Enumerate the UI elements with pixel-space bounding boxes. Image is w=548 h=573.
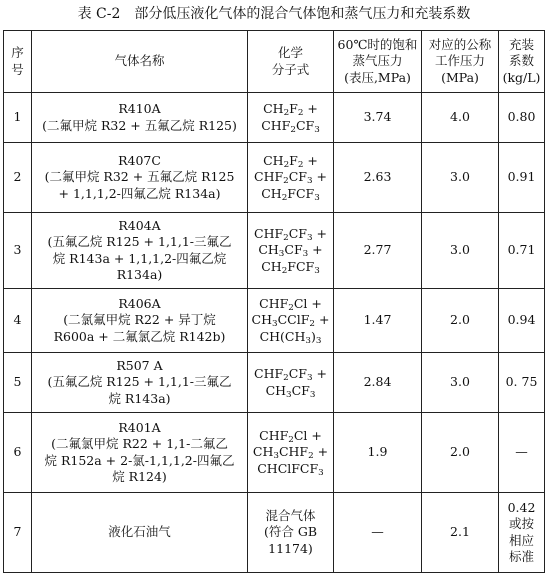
cell-fill-coefficient: 0.71 [499, 213, 545, 289]
cell-gas-name: R410A (二氟甲烷 R32 + 五氟乙烷 R125) [32, 93, 248, 143]
cell-fill-coefficient: 0.80 [499, 93, 545, 143]
formula-line: $CHF_2Cl$ + [259, 295, 322, 313]
header-formula: 化学 分子式 [248, 31, 334, 93]
formula-line: $CH_3CF_3$ [265, 382, 316, 400]
table-row [4, 353, 545, 413]
header-saturated-pressure: 60℃时的饱和 蒸气压力 (表压,MPa) [334, 31, 422, 93]
cell-seq: 3 [4, 213, 32, 289]
cell-seq: 2 [4, 143, 32, 213]
header-fill-coefficient: 充装 系数 (kg/L) [499, 31, 545, 93]
formula-line: $CH_2FCF_3$ [261, 185, 320, 203]
formula-line: $CH(CH_3)_3$ [259, 328, 322, 346]
formula-line: 11174) [268, 540, 313, 556]
header-seq: 序 号 [4, 31, 32, 93]
cell-fill-coefficient: 0.94 [499, 289, 545, 353]
cell-seq: 5 [4, 353, 32, 413]
formula-line: $CHF_2CF_3$ [261, 117, 320, 135]
formula-line: $CHF_2CF_3$ + [254, 225, 327, 243]
formula-line: $CH_2FCF_3$ [261, 258, 320, 276]
formula-line: $CHF_2CF_3$ + [254, 169, 327, 187]
cell-working-pressure: 2.0 [422, 289, 499, 353]
formula-line: $CH_3CF_3$ + [258, 242, 323, 260]
cell-gas-name: 液化石油气 [32, 493, 248, 573]
formula-line: $CH_2F_2$ + [263, 152, 318, 170]
cell-seq: 4 [4, 289, 32, 353]
cell-formula [248, 493, 334, 573]
cell-gas-name: R507 A (五氟乙烷 R125 + 1,1,1-三氟乙 烷 R143a) [32, 353, 248, 413]
formula-line: $CH_2F_2$ + [263, 101, 318, 118]
table-row [4, 493, 545, 573]
cell-fill-coefficient: 0.91 [499, 143, 545, 213]
table-row [4, 93, 545, 143]
table-row [4, 143, 545, 213]
cell-saturated-pressure: 3.74 [334, 93, 422, 143]
header-gas-name: 气体名称 [32, 31, 248, 93]
cell-gas-name: R404A (五氟乙烷 R125 + 1,1,1-三氟乙 烷 R143a + 1,1,1,2-四氟乙烷 R134a) [32, 213, 248, 289]
cell-working-pressure: 4.0 [422, 93, 499, 143]
cell-formula [248, 353, 334, 413]
formula-line: (符合 GB [263, 524, 318, 540]
cell-formula [248, 289, 334, 353]
cell-gas-name: R407C (二氟甲烷 R32 + 五氟乙烷 R125 + 1,1,1,2-四氟乙烷 R134a) [32, 143, 248, 213]
formula-line: CHClFCF$_3$ [257, 460, 324, 478]
formula-line: $CH_3CHF_2$ + [252, 444, 329, 462]
cell-working-pressure: 2.0 [422, 413, 499, 493]
table-title: 部分低压液化气体的混合气体饱和蒸气压力和充装系数 [134, 6, 471, 22]
header-row [4, 31, 545, 93]
table-caption [0, 0, 548, 28]
cell-saturated-pressure: 2.77 [334, 213, 422, 289]
formula-line: 混合气体 [265, 507, 316, 523]
cell-working-pressure: 3.0 [422, 213, 499, 289]
cell-formula [248, 93, 334, 143]
table-row [4, 413, 545, 493]
cell-seq: 6 [4, 413, 32, 493]
cell-working-pressure: 3.0 [422, 143, 499, 213]
cell-seq: 7 [4, 493, 32, 573]
formula-line: $CHF_2CF_3$ + [254, 366, 327, 383]
formula-line: $CH_3CClF_2$ + [251, 312, 330, 330]
cell-saturated-pressure: — [334, 493, 422, 573]
cell-working-pressure: 3.0 [422, 353, 499, 413]
cell-saturated-pressure: 1.9 [334, 413, 422, 493]
cell-formula [248, 143, 334, 213]
formula-line: $CHF_2Cl$ + [259, 427, 322, 445]
cell-formula [248, 413, 334, 493]
table-row [4, 213, 545, 289]
cell-formula [248, 213, 334, 289]
header-working-pressure: 对应的公称 工作压力 (MPa) [422, 31, 499, 93]
cell-fill-coefficient: 0.42 或按 相应 标准 [499, 493, 545, 573]
gas-properties-table [3, 30, 545, 573]
table-number: 表 C-2 [77, 6, 121, 22]
table-row [4, 289, 545, 353]
cell-saturated-pressure: 1.47 [334, 289, 422, 353]
cell-gas-name: R401A (二氟氯甲烷 R22 + 1,1-二氟乙 烷 R152a + 2-氯-1,1,1,2-四氟乙 烷 R124) [32, 413, 248, 493]
cell-fill-coefficient: — [499, 413, 545, 493]
cell-working-pressure: 2.1 [422, 493, 499, 573]
cell-gas-name: R406A (二氯氟甲烷 R22 + 异丁烷 R600a + 二氟氯乙烷 R142b) [32, 289, 248, 353]
cell-fill-coefficient: 0. 75 [499, 353, 545, 413]
cell-seq: 1 [4, 93, 32, 143]
cell-saturated-pressure: 2.63 [334, 143, 422, 213]
cell-saturated-pressure: 2.84 [334, 353, 422, 413]
